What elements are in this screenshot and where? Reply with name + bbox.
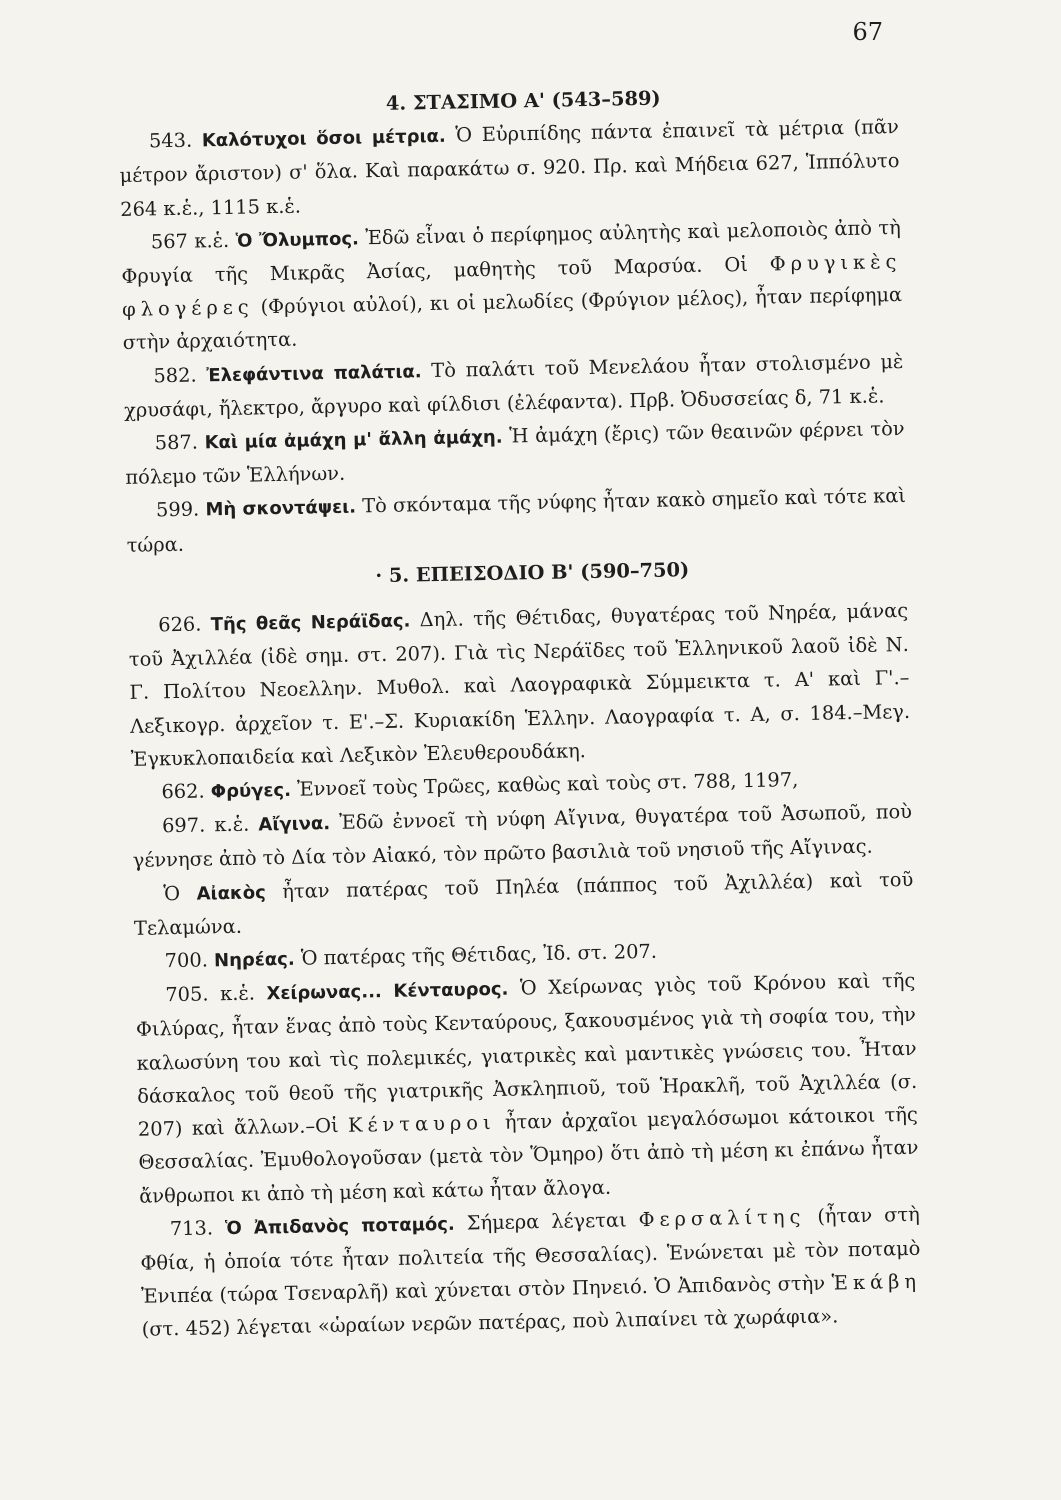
spaced-term: Φερσαλίτης xyxy=(638,1204,806,1231)
note-number: 700. xyxy=(164,948,209,973)
note-lemma: Τῆς θεᾶς Νεράϊδας. xyxy=(210,610,411,636)
note-text: (στ. 452) λέγεται «ὡραίων νερῶν πατέρας, ποὺ λιπαίνει τὰ χωράφια». xyxy=(141,1304,839,1342)
note-number: Ὁ xyxy=(163,881,181,905)
spaced-term: Φρυγικὲς φλογέρες xyxy=(121,250,902,322)
note-text: Ὁ πατέρας τῆς Θέτιδας, Ἰδ. στ. 207. xyxy=(294,939,658,970)
note-lemma: Αἴγινα. xyxy=(258,813,331,836)
note-text: Τὸ σκόνταμα τῆς νύφης ἦταν κακὸ σημεῖο καὶ τότε καὶ τώρα. xyxy=(126,484,907,557)
note-number: 567 κ.ἑ. xyxy=(150,228,230,254)
note-713 xyxy=(140,1198,922,1347)
note-lemma: Καὶ μία ἀμάχη μ' ἄλλη ἀμάχη. xyxy=(204,426,503,454)
note-text: Τὸ παλάτι τοῦ Μενελάου ἦταν στολισμένο μὲ χρυσάφι, ἤλεκτρο, ἄργυρο καὶ φίλδισι (ἐλέφαντα). Πρβ. Ὀδυσσείας δ, 71 κ.ἑ. xyxy=(123,349,904,422)
note-number: 713. xyxy=(169,1216,214,1240)
note-lemma: Ἐλεφάντινα παλάτια. xyxy=(206,360,422,386)
section-heading-epeisodio: · 5. ΕΠΕΙΣΟΔΙΟ Β' (590–750) xyxy=(375,557,690,587)
note-lemma: Καλότυχοι ὅσοι μέτρια. xyxy=(201,125,446,152)
note-number: 626. xyxy=(158,612,202,637)
note-text: Ἐδῶ εἶναι ὁ περίφημος αὐλητὴς καὶ μελοποιὸς ἀπὸ τὴ Φρυγία τῆς Μικρᾶς Ἀσίας, μαθητὴς τοῦ Μαρσύα. Οἱ xyxy=(121,215,901,288)
note-number: 697. κ.ἑ. xyxy=(161,812,250,838)
note-text: ἦταν πατέρας τοῦ Πηλέα (πάππος τοῦ Ἀχιλλέα) καὶ τοῦ Τελαμώνα. xyxy=(133,867,914,940)
note-text: Δηλ. τῆς Θέτιδας, θυγατέρας τοῦ Νηρέα, μάνας τοῦ Ἀχιλλέα (ἰδὲ σημ. στ. 207). Γιὰ τὶς Νεράϊδες τοῦ Ἑλληνικοῦ λαοῦ ἰδὲ Ν. Γ. Πολίτου Νεοελλην. Μυθολ. καὶ Λαογραφικὰ Σύμμεικτα τ. Α' καὶ Γ'.–Λεξικογρ. ἀρχεῖον τ. Ε'.–Σ. Κυριακίδη Ἑλλην. Λαογραφία τ. Α, σ. 184.–Μεγ. Ἐγκυκλοπαιδεία καὶ Λεξικὸν Ἐλευθερουδάκη. xyxy=(128,598,911,771)
note-text: Ἐδῶ ἐννοεῖ τὴ νύφη Αἴγινα, θυγατέρα τοῦ Ἀσωποῦ, ποὺ γέννησε ἀπὸ τὸ Δία τὸν Αἰακό, τὸν πρῶτο βασιλιὰ τοῦ νησιοῦ τῆς Αἴγινας. xyxy=(132,800,913,873)
note-567 xyxy=(121,211,903,360)
spaced-term: Ἑκάβη xyxy=(831,1269,922,1295)
note-lemma: Νηρέας. xyxy=(213,948,295,972)
section-heading-stasimo: 4. ΣΤΑΣΙΜΟ Α' (543–589) xyxy=(385,86,661,115)
note-626 xyxy=(128,594,911,776)
note-number: 587. xyxy=(154,430,199,455)
note-lemma: Αἰακὸς xyxy=(196,881,266,905)
note-705 xyxy=(135,964,919,1212)
note-text: Ὁ Εὐριπίδης πάντα ἐπαινεῖ τὰ μέτρια (πᾶν μέτρον ἄριστον) σ' ὅλα. Καὶ παρακάτω σ. 920. Πρ. καὶ Μήδεια 627, Ἱππόλυτο 264 κ.ἑ., 1115 κ.ἑ. xyxy=(119,115,900,221)
note-number: 543. xyxy=(148,128,193,153)
note-text: Ὁ Χείρωνας γιὸς τοῦ Κρόνου καὶ τῆς Φιλύρας, ἦταν ἕνας ἀπὸ τοὺς Κενταύρους, ξακουσμένος γιὰ τὴ σοφία του, τὴν καλωσύνη του καὶ τὶς πολεμικές, γιατρικὲς καὶ μαντικὲς γνώσεις του. Ἦταν δάσκαλος τοῦ θεοῦ τῆς γιατρικῆς Ἀσκληπιοῦ, τοῦ Ἡρακλῆ, τοῦ Ἀχιλλέα (σ. 207) καὶ ἄλλων.–Οἱ xyxy=(135,969,918,1141)
spaced-term: Κένταυροι xyxy=(347,1111,496,1137)
note-number: 705. κ.ἑ. xyxy=(165,981,256,1007)
note-lemma: Ὁ Ἀπιδανὸς ποταμός. xyxy=(224,1213,455,1239)
note-text: (ἦταν στὴ Φθία, ἡ ὁποία τότε ἦταν πολιτεία τῆς Θεσσαλίας). Ἑνώνεται μὲ τὸν ποταμὸ Ἐνιπέα (τώρα Τσεναρλῆ) καὶ χύνεται στὸν Πηνειό. Ὁ Ἀπιδανὸς στὴν xyxy=(140,1202,921,1308)
note-number: 599. xyxy=(155,497,200,522)
note-text: ἦταν ἀρχαῖοι μεγαλόσωμοι κάτοικοι τῆς Θεσσαλίας. Ἐμυθολογοῦσαν (μετὰ τὸν Ὅμηρο) ὅτι ἀπὸ τὴ μέση κι ἐπάνω ἦταν ἄνθρωποι κι ἀπὸ τὴ μέση καὶ κάτω ἦταν ἄλογα. xyxy=(138,1102,919,1208)
page-body xyxy=(118,77,922,1346)
note-lemma: Χείρωνας... Κένταυρος. xyxy=(266,978,509,1005)
note-text: Σήμερα λέγεται xyxy=(454,1207,639,1235)
note-text: Ἐννοεῖ τοὺς Τρῶες, καθὼς καὶ τοὺς στ. 788, 1197, xyxy=(290,768,799,801)
note-lemma: Φρύγες. xyxy=(210,779,292,803)
page-number: 67 xyxy=(852,18,883,46)
note-lemma: Ὁ Ὄλυμπος. xyxy=(235,228,360,252)
note-number: 582. xyxy=(153,363,197,387)
note-text: Ἡ ἀμάχη (ἔρις) τῶν θεαινῶν φέρνει τὸν πόλεμο τῶν Ἑλλήνων. xyxy=(125,416,905,490)
note-text: (Φρύγιοι αὐλοί), κι οἱ μελωδίες (Φρύγιον μέλος), ἦταν περίφημα στὴν ἀρχαιότητα. xyxy=(122,283,903,355)
note-543 xyxy=(119,110,901,226)
note-number: 662. xyxy=(161,779,205,804)
note-599 xyxy=(126,479,907,561)
note-lemma: Μὴ σκοντάψει. xyxy=(205,496,357,521)
